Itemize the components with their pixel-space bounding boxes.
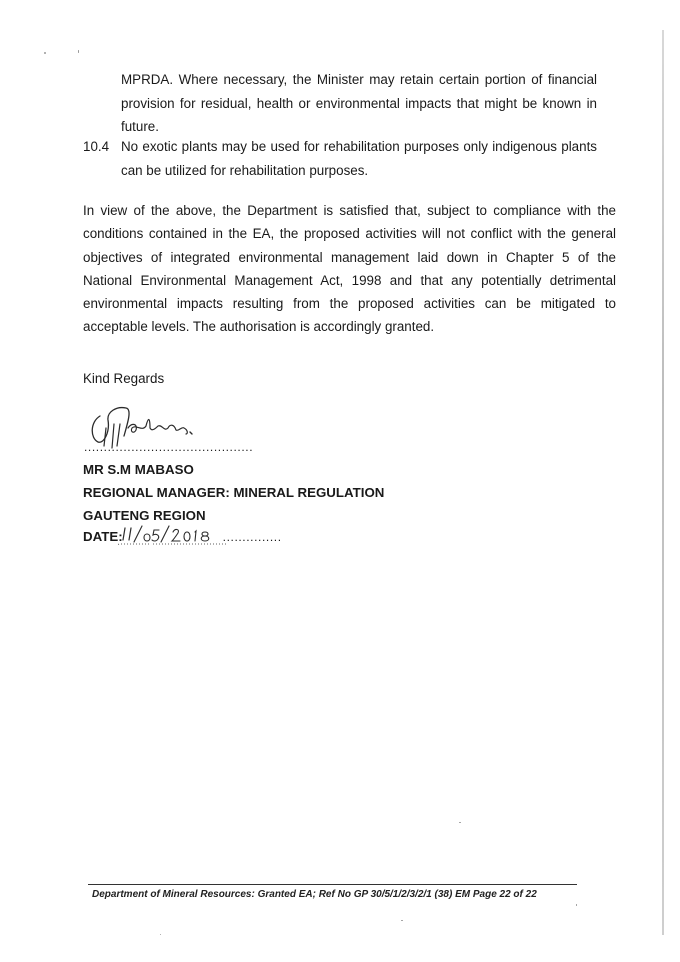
scan-speck [160,934,161,935]
scan-speck [576,904,577,906]
footer-reference: Department of Mineral Resources: Granted EA; Ref No GP 30/5/1/2/3/2/1 (38) EM Page 22 of 22 [92,889,537,900]
signatory-title: REGIONAL MANAGER: MINERAL REGULATION [83,485,385,500]
signature-dotted-line: ........................................... [84,440,254,454]
salutation: Kind Regards [83,371,165,386]
date-dots: ............... [222,530,282,544]
item-text: No exotic plants may be used for rehabilitation purposes only indigenous plants can be utilized for rehabilitation purposes. [121,139,597,178]
handwritten-date [117,520,227,546]
scan-speck [401,920,403,921]
signatory-name: MR S.M MABASO [83,462,194,477]
scan-speck [459,822,461,823]
continued-paragraph: MPRDA. Where necessary, the Minister may retain certain portion of financial provision for residual, health or environmental impacts that might be known in future. [121,72,597,134]
signatory-region: GAUTENG REGION [83,508,206,523]
scan-speck [78,50,79,53]
scan-edge-line [662,30,664,935]
scan-speck [44,52,46,54]
date-label: DATE: [83,529,123,544]
item-number: 10.4 [83,139,110,154]
main-paragraph: In view of the above, the Department is satisfied that, subject to compliance with the conditions contained in the EA, the proposed activities will not conflict with the general objectives of integrated environmental management laid down in Chapter 5 of the National Environmental Management Act, 1998 and that any potentially detrimental environmental impacts resulting from the proposed activities can be mitigated to acceptable levels. The authorisation is accordingly granted. [83,203,616,335]
footer-divider [88,884,577,885]
